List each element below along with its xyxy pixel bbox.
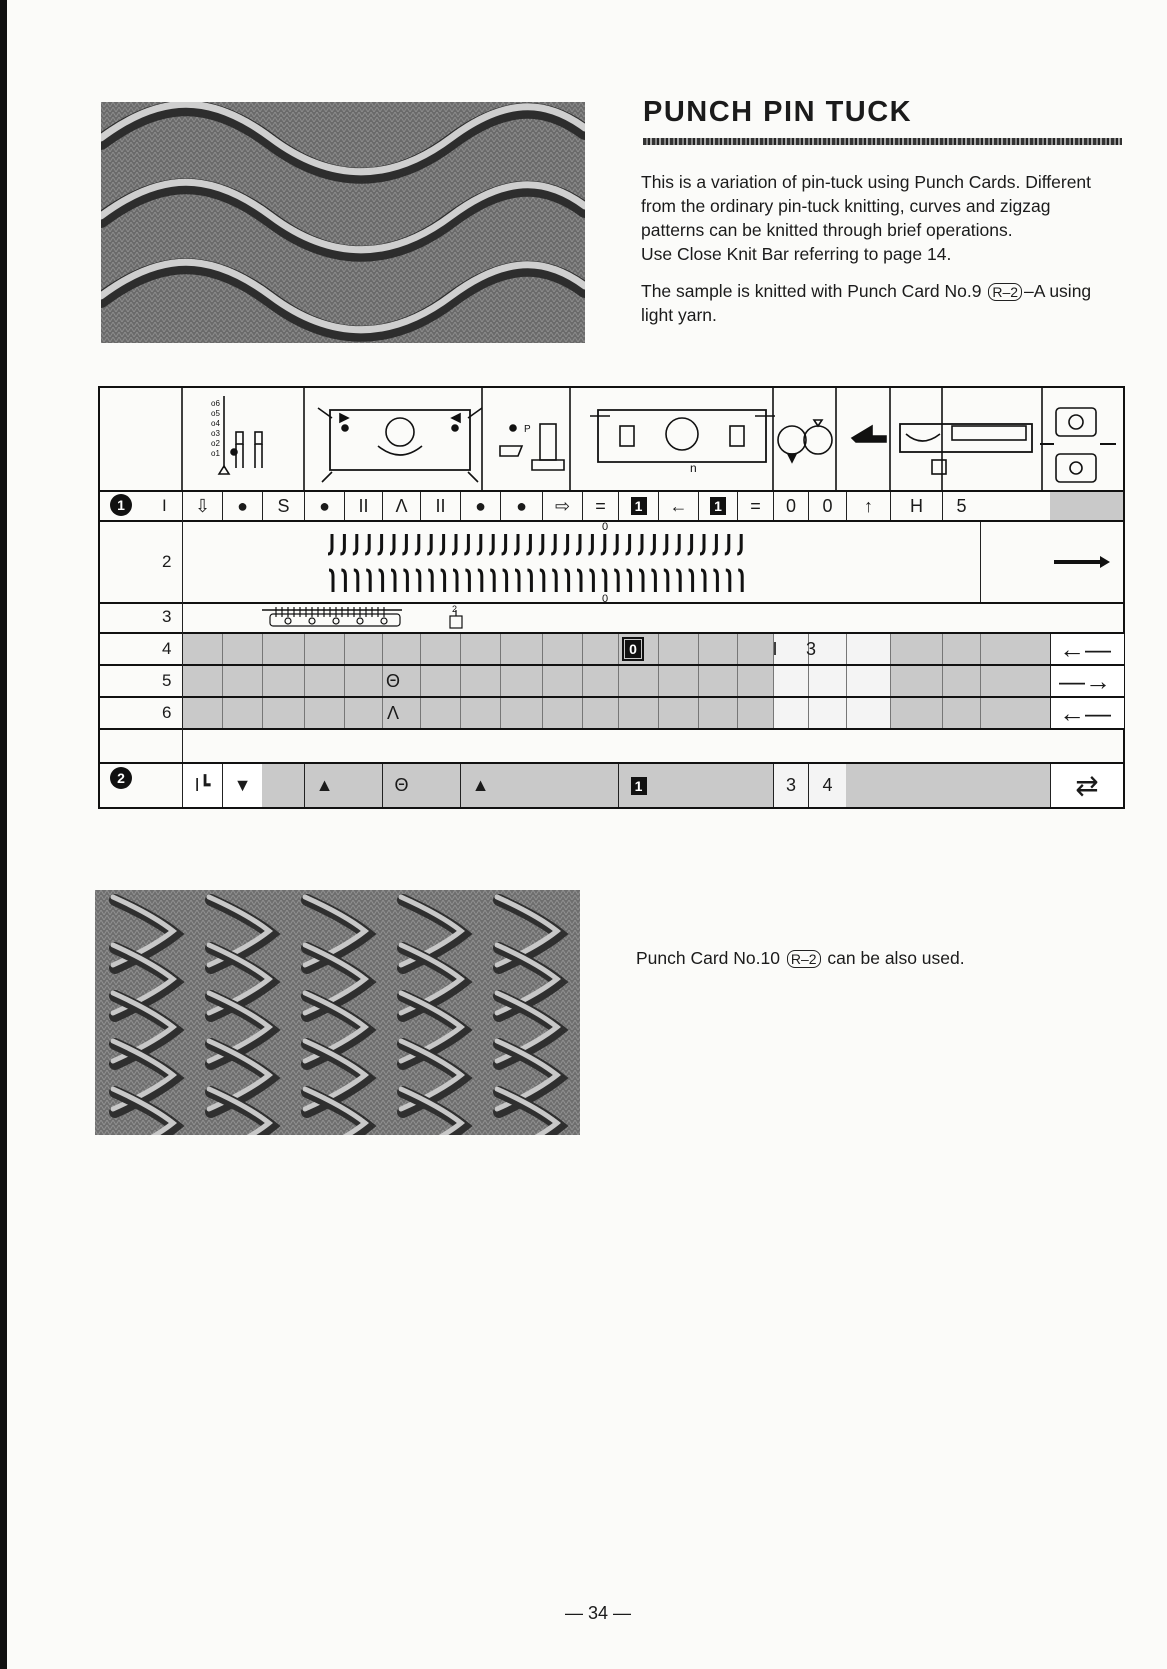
needle-mark (490, 570, 494, 592)
row-1-setting-cell (846, 492, 890, 520)
needle-mark (614, 570, 618, 592)
row-6-symbol: Λ (386, 702, 400, 723)
row-number: 2 (162, 552, 172, 571)
row-1-shaded-end (1050, 492, 1123, 520)
row-1-setting-value: H (910, 495, 923, 516)
needle-mark (365, 534, 369, 554)
grid-cell (942, 698, 980, 728)
row-number: 5 (162, 671, 172, 690)
row-1-setting-value: ● (516, 495, 527, 516)
row-1-setting-cell (262, 492, 304, 520)
step-2-value: ▲ (471, 775, 490, 795)
grid-cell (942, 666, 980, 696)
grid-cell (500, 634, 542, 664)
grid-cell (846, 634, 890, 664)
needle-mark (712, 534, 716, 554)
needle-mark (391, 570, 395, 592)
svg-text:o5: o5 (211, 409, 220, 418)
needle-mark (477, 534, 481, 554)
row-1-setting-value: ↑ (864, 495, 873, 516)
needle-mark (502, 534, 506, 554)
needle-mark (453, 570, 457, 592)
row-1-setting-cell (658, 492, 698, 520)
step-2-value: ▲ (315, 775, 334, 795)
alt-text-suffix: can be also used. (827, 948, 965, 968)
svg-text:o4: o4 (211, 419, 220, 428)
needle-mark (540, 570, 544, 592)
needle-mark (565, 570, 569, 592)
needle-mark (402, 534, 406, 554)
needle-mark (688, 534, 692, 554)
needle-mark (539, 534, 543, 554)
sample-text-line2: light yarn. (641, 305, 717, 325)
needle-mark (440, 534, 444, 554)
svg-text:o6: o6 (211, 399, 220, 408)
needle-mark (527, 570, 531, 592)
step-2-value: 4 (822, 775, 833, 795)
needle-mark (428, 570, 432, 592)
needle-mark (701, 570, 705, 592)
needle-mark (651, 570, 655, 592)
needle-mark (738, 570, 742, 592)
grid-cell (420, 634, 460, 664)
needle-mark (390, 534, 394, 554)
needle-mark (452, 534, 456, 554)
step-2-cell (222, 764, 262, 807)
needle-mark (626, 534, 630, 554)
grid-cell (698, 634, 737, 664)
row-1-setting-value: Λ (395, 495, 408, 516)
svg-text:P: P (524, 424, 531, 435)
grid-cell (890, 698, 942, 728)
grid-cell (808, 666, 846, 696)
row-3-label: 2 (452, 604, 458, 614)
page-title: PUNCH PIN TUCK (643, 96, 913, 128)
needle-mark (403, 570, 407, 592)
grid-cell (582, 666, 618, 696)
needle-mark (514, 534, 518, 554)
title-underline (643, 138, 1122, 145)
grid-cell (846, 666, 890, 696)
grid-cell (737, 666, 773, 696)
grid-cell (980, 666, 1050, 696)
needle-mark (427, 534, 431, 554)
punch-card-badge: R–2 (787, 950, 821, 968)
step-2-cell (304, 764, 344, 807)
row-1-setting-value: 0 (822, 495, 833, 516)
needle-mark (526, 534, 530, 554)
needle-mark (478, 570, 482, 592)
grid-cell (698, 666, 737, 696)
row-1-setting-value: II (435, 495, 446, 516)
grid-cell (382, 634, 420, 664)
row-number: 3 (162, 607, 172, 626)
row-number: 4 (162, 639, 172, 658)
knitted-sample-chevron-photo (95, 890, 580, 1135)
grid-cell (542, 698, 582, 728)
step-2-value: 3 (785, 775, 796, 795)
row-1-setting-cell (542, 492, 582, 520)
row-1-setting-cell (460, 492, 500, 520)
row-1-setting-cell (500, 492, 542, 520)
row-1-setting-value: 5 (956, 495, 967, 516)
grid-cell (420, 698, 460, 728)
needle-mark (416, 570, 420, 592)
grid-cell (460, 666, 500, 696)
grid-cell (542, 666, 582, 696)
row-1-setting-cell (737, 492, 773, 520)
svg-text:o3: o3 (211, 429, 220, 438)
intro-line: patterns can be knitted through brief operations. (641, 220, 1013, 240)
grid-cell (182, 698, 222, 728)
needle-mark (675, 534, 679, 554)
grid-cell (182, 634, 222, 664)
needle-mark (515, 570, 519, 592)
row-1-setting-value: 1 (710, 497, 726, 515)
column-divider (182, 492, 183, 762)
row-1-setting-cell (344, 492, 382, 520)
grid-cell (542, 634, 582, 664)
grid-cell (420, 666, 460, 696)
grid-cell (618, 698, 658, 728)
grid-cell (304, 634, 344, 664)
step-2-cell (182, 764, 222, 807)
grid-cell (304, 698, 344, 728)
intro-line: This is a variation of pin-tuck using Punch Cards. Different (641, 172, 1092, 192)
step-2-marker: 2 (110, 767, 132, 789)
grid-cell (737, 698, 773, 728)
svg-text:o2: o2 (211, 439, 220, 448)
machine-settings-header-icons (100, 388, 1123, 492)
row-1-setting-value: ← (669, 495, 688, 516)
needle-label-top: 0 (602, 522, 609, 533)
page-spine-shadow (0, 0, 7, 1669)
grid-cell (344, 634, 382, 664)
grid-cell (500, 666, 542, 696)
grid-cell (980, 698, 1050, 728)
grid-cell (658, 698, 698, 728)
row-1-setting-cell (773, 492, 808, 520)
grid-cell (890, 634, 942, 664)
grid-cell (262, 698, 304, 728)
row-1-setting-cell (222, 492, 262, 520)
needle-mark (725, 534, 729, 554)
grid-cell (890, 666, 942, 696)
needle-mark (638, 534, 642, 554)
step-1-marker: 1 (110, 494, 132, 516)
svg-text:n: n (690, 461, 697, 475)
row-4-card-box (618, 634, 648, 664)
row-1-setting-value: ● (237, 495, 248, 516)
needle-mark (700, 534, 704, 554)
row-number: I (162, 496, 167, 515)
needle-mark (341, 570, 345, 592)
step-2-cell (1050, 764, 1123, 807)
needle-mark (726, 570, 730, 592)
grid-cell (698, 698, 737, 728)
grid-cell (658, 666, 698, 696)
sample-paragraph (641, 279, 1124, 327)
needle-mark (564, 534, 568, 554)
step-2-value: Θ (394, 775, 409, 795)
grid-cell (500, 698, 542, 728)
alternate-card-note (636, 948, 965, 969)
needle-mark (379, 570, 383, 592)
needle-mark (627, 570, 631, 592)
intro-line: Use Close Knit Bar referring to page 14. (641, 244, 952, 264)
grid-cell (942, 634, 980, 664)
row-1-setting-cell (582, 492, 618, 520)
needle-mark (737, 534, 741, 554)
needle-mark (639, 570, 643, 592)
needle-mark (503, 570, 507, 592)
needle-mark (650, 534, 654, 554)
row-divider (100, 728, 1123, 730)
row-4-value: 3 (805, 638, 816, 659)
grid-cell (846, 698, 890, 728)
grid-cell (262, 666, 304, 696)
row-1-setting-cell (304, 492, 344, 520)
needle-mark (613, 534, 617, 554)
page-number: — 34 — (565, 1603, 632, 1623)
needle-mark (366, 570, 370, 592)
grid-cell (262, 634, 304, 664)
row-1-setting-cell (182, 492, 222, 520)
row-1-setting-cell (890, 492, 942, 520)
row-1-setting-value: 0 (785, 495, 796, 516)
needle-mark (713, 570, 717, 592)
step-2-value: I┗ (194, 775, 211, 795)
row-1-setting-cell (808, 492, 846, 520)
row-1-setting-value: 1 (631, 497, 647, 515)
row-6-direction-arrow: ←— (1059, 697, 1111, 728)
needle-mark (663, 534, 667, 554)
needle-mark (354, 570, 358, 592)
grid-cell (980, 634, 1050, 664)
needle-label-bottom: 0 (602, 593, 609, 602)
row-number: 6 (162, 703, 172, 722)
row-1-setting-cell (942, 492, 980, 520)
grid-cell (460, 634, 500, 664)
needle-mark (353, 534, 357, 554)
row-1-setting-cell (618, 492, 658, 520)
row-1-setting-cell (382, 492, 420, 520)
svg-text:o1: o1 (211, 449, 220, 458)
needle-mark (601, 534, 605, 554)
needle-mark (577, 570, 581, 592)
grid-cell (808, 698, 846, 728)
step-2-cell (618, 764, 658, 807)
sample-text: The sample is knitted with Punch Card No.9 (641, 281, 982, 301)
needle-arrangement-diagram (182, 522, 1122, 602)
grid-cell (304, 666, 344, 696)
needle-mark (588, 534, 592, 554)
row-4-card-number: 0 (625, 640, 641, 658)
row-1-setting-value: ⇨ (554, 495, 571, 516)
needle-mark (489, 534, 493, 554)
row-5-direction-arrow: —→ (1059, 665, 1111, 696)
needle-mark (589, 570, 593, 592)
grid-cell (773, 698, 808, 728)
row-1-setting-value: II (358, 495, 369, 516)
needle-mark (329, 570, 333, 592)
needle-mark (602, 570, 606, 592)
grid-cell (773, 666, 808, 696)
needle-mark (676, 570, 680, 592)
grid-cell (658, 634, 698, 664)
step-2-cell (773, 764, 808, 807)
punch-card-badge: R–2 (988, 283, 1022, 301)
row-1-setting-value: = (750, 495, 761, 516)
intro-line: from the ordinary pin-tuck knitting, curves and zigzag (641, 196, 1051, 216)
knitted-sample-wave-photo (101, 102, 585, 343)
needle-mark (465, 570, 469, 592)
needle-mark (378, 534, 382, 554)
needle-mark (576, 534, 580, 554)
row-4-value: I (772, 638, 778, 659)
needle-mark (689, 570, 693, 592)
grid-cell (582, 634, 618, 664)
needle-mark (328, 534, 332, 554)
grid-cell (460, 698, 500, 728)
row-1-setting-value: ● (475, 495, 486, 516)
needle-mark (464, 534, 468, 554)
grid-cell (222, 634, 262, 664)
close-knit-bar-icon (240, 604, 540, 632)
knitting-instruction-chart (98, 386, 1125, 809)
step-2-cell (382, 764, 420, 807)
grid-cell (222, 666, 262, 696)
row-1-setting-value: S (277, 495, 290, 516)
alt-text: Punch Card No.10 (636, 948, 780, 968)
step-2-value: ⇄ (1075, 770, 1099, 801)
row-1-setting-cell (420, 492, 460, 520)
sample-text-suffix: –A using (1024, 281, 1092, 301)
row-1-setting-value: = (595, 495, 606, 516)
row-1-setting-cell (698, 492, 737, 520)
needle-mark (551, 534, 555, 554)
row-1-setting-value: ⇩ (194, 495, 211, 516)
grid-cell (222, 698, 262, 728)
needle-mark (664, 570, 668, 592)
row-1-setting-value: ● (319, 495, 330, 516)
needle-mark (340, 534, 344, 554)
grid-cell (618, 666, 658, 696)
step-2-value: 1 (631, 777, 647, 795)
step-2-value: ▼ (233, 775, 252, 795)
intro-paragraph (641, 170, 1124, 266)
needle-mark (441, 570, 445, 592)
grid-cell (182, 666, 222, 696)
step-2-cell (460, 764, 500, 807)
needle-mark (415, 534, 419, 554)
step-2-cell (808, 764, 846, 807)
column-divider (980, 522, 981, 602)
grid-cell (582, 698, 618, 728)
needle-mark (552, 570, 556, 592)
row-4-direction-arrow: ←— (1059, 633, 1111, 664)
row-5-symbol: Θ (385, 670, 400, 691)
